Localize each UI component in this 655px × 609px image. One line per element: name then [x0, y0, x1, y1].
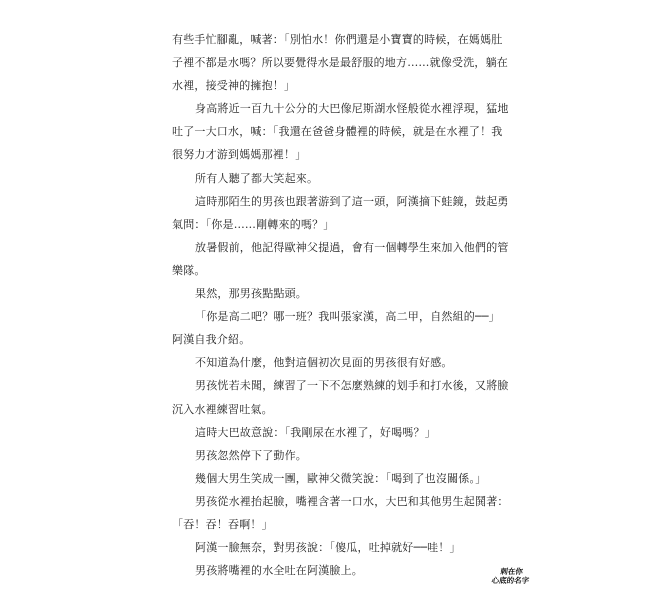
body-text [172, 28, 509, 582]
text-line: 果然，那男孩點點頭。 [195, 287, 307, 301]
text-line: 氣問：「你是……剛轉來的嗎？」 [172, 217, 335, 231]
text-line: 男孩恍若未聞，練習了一下不怎麼熟練的划手和打水後，又將臉 [195, 379, 509, 393]
text-line: 身高將近一百九十公分的大巴像尼斯湖水怪般從水裡浮現，猛地 [195, 102, 509, 116]
text-line: 沉入水裡練習吐氣。 [172, 402, 273, 416]
text-line: 男孩忽然停下了動作。 [195, 448, 307, 462]
text-line: 子裡不都是水嗎？所以要覺得水是最舒服的地方……就像受洗，躺在 [172, 56, 508, 70]
text-line: 有些手忙腳亂，喊著：「別怕水！你們還是小寶寶的時候，在媽媽肚 [172, 33, 503, 46]
text-line: 放暑假前，他記得歐神父提過，會有一個轉學生來加入他們的管 [195, 240, 509, 254]
text-line: 所有人聽了都大笑起來。 [195, 171, 319, 185]
text-line: 男孩從水裡抬起臉，嘴裡含著一口水，大巴和其他男生起鬨著： [195, 494, 509, 508]
text-line: 這時大巴故意說：「我剛尿在水裡了，好喝嗎？」 [195, 425, 436, 439]
text-line: 不知道為什麼，他對這個初次見面的男孩很有好感。 [195, 356, 453, 370]
text-line: 很努力才游到媽媽那裡！」 [172, 148, 307, 162]
text-line: 「你是高二吧？哪一班？我叫張家漢，高二甲，自然組的──」 [195, 310, 500, 324]
text-line: 這時那陌生的男孩也跟著游到了這一頭，阿漢摘下蛙鏡，鼓起勇 [195, 194, 509, 208]
text-line: 「吞！吞！吞啊！」 [172, 517, 273, 531]
book-title-stamp [490, 567, 533, 585]
text-line: 樂隊。 [172, 263, 206, 277]
text-line: 水裡，接受神的擁抱！」 [172, 79, 296, 93]
text-line: 阿漢自我介紹。 [172, 333, 251, 347]
stamp-line-2: 心底的名字 [490, 576, 530, 585]
text-line: 阿漢一臉無奈，對男孩說：「傻瓜，吐掉就好──哇！」 [195, 541, 461, 555]
text-line: 男孩將嘴裡的水全吐在阿漢臉上。 [195, 564, 363, 578]
text-line: 幾個大男生笑成一團，歐神父微笑說：「喝到了也沒關係。」 [195, 471, 487, 485]
stamp-line-1: 刺在你 [499, 567, 524, 576]
text-line: 吐了一大口水，喊：「我還在爸爸身體裡的時候，就是在水裡了！我 [172, 125, 503, 139]
